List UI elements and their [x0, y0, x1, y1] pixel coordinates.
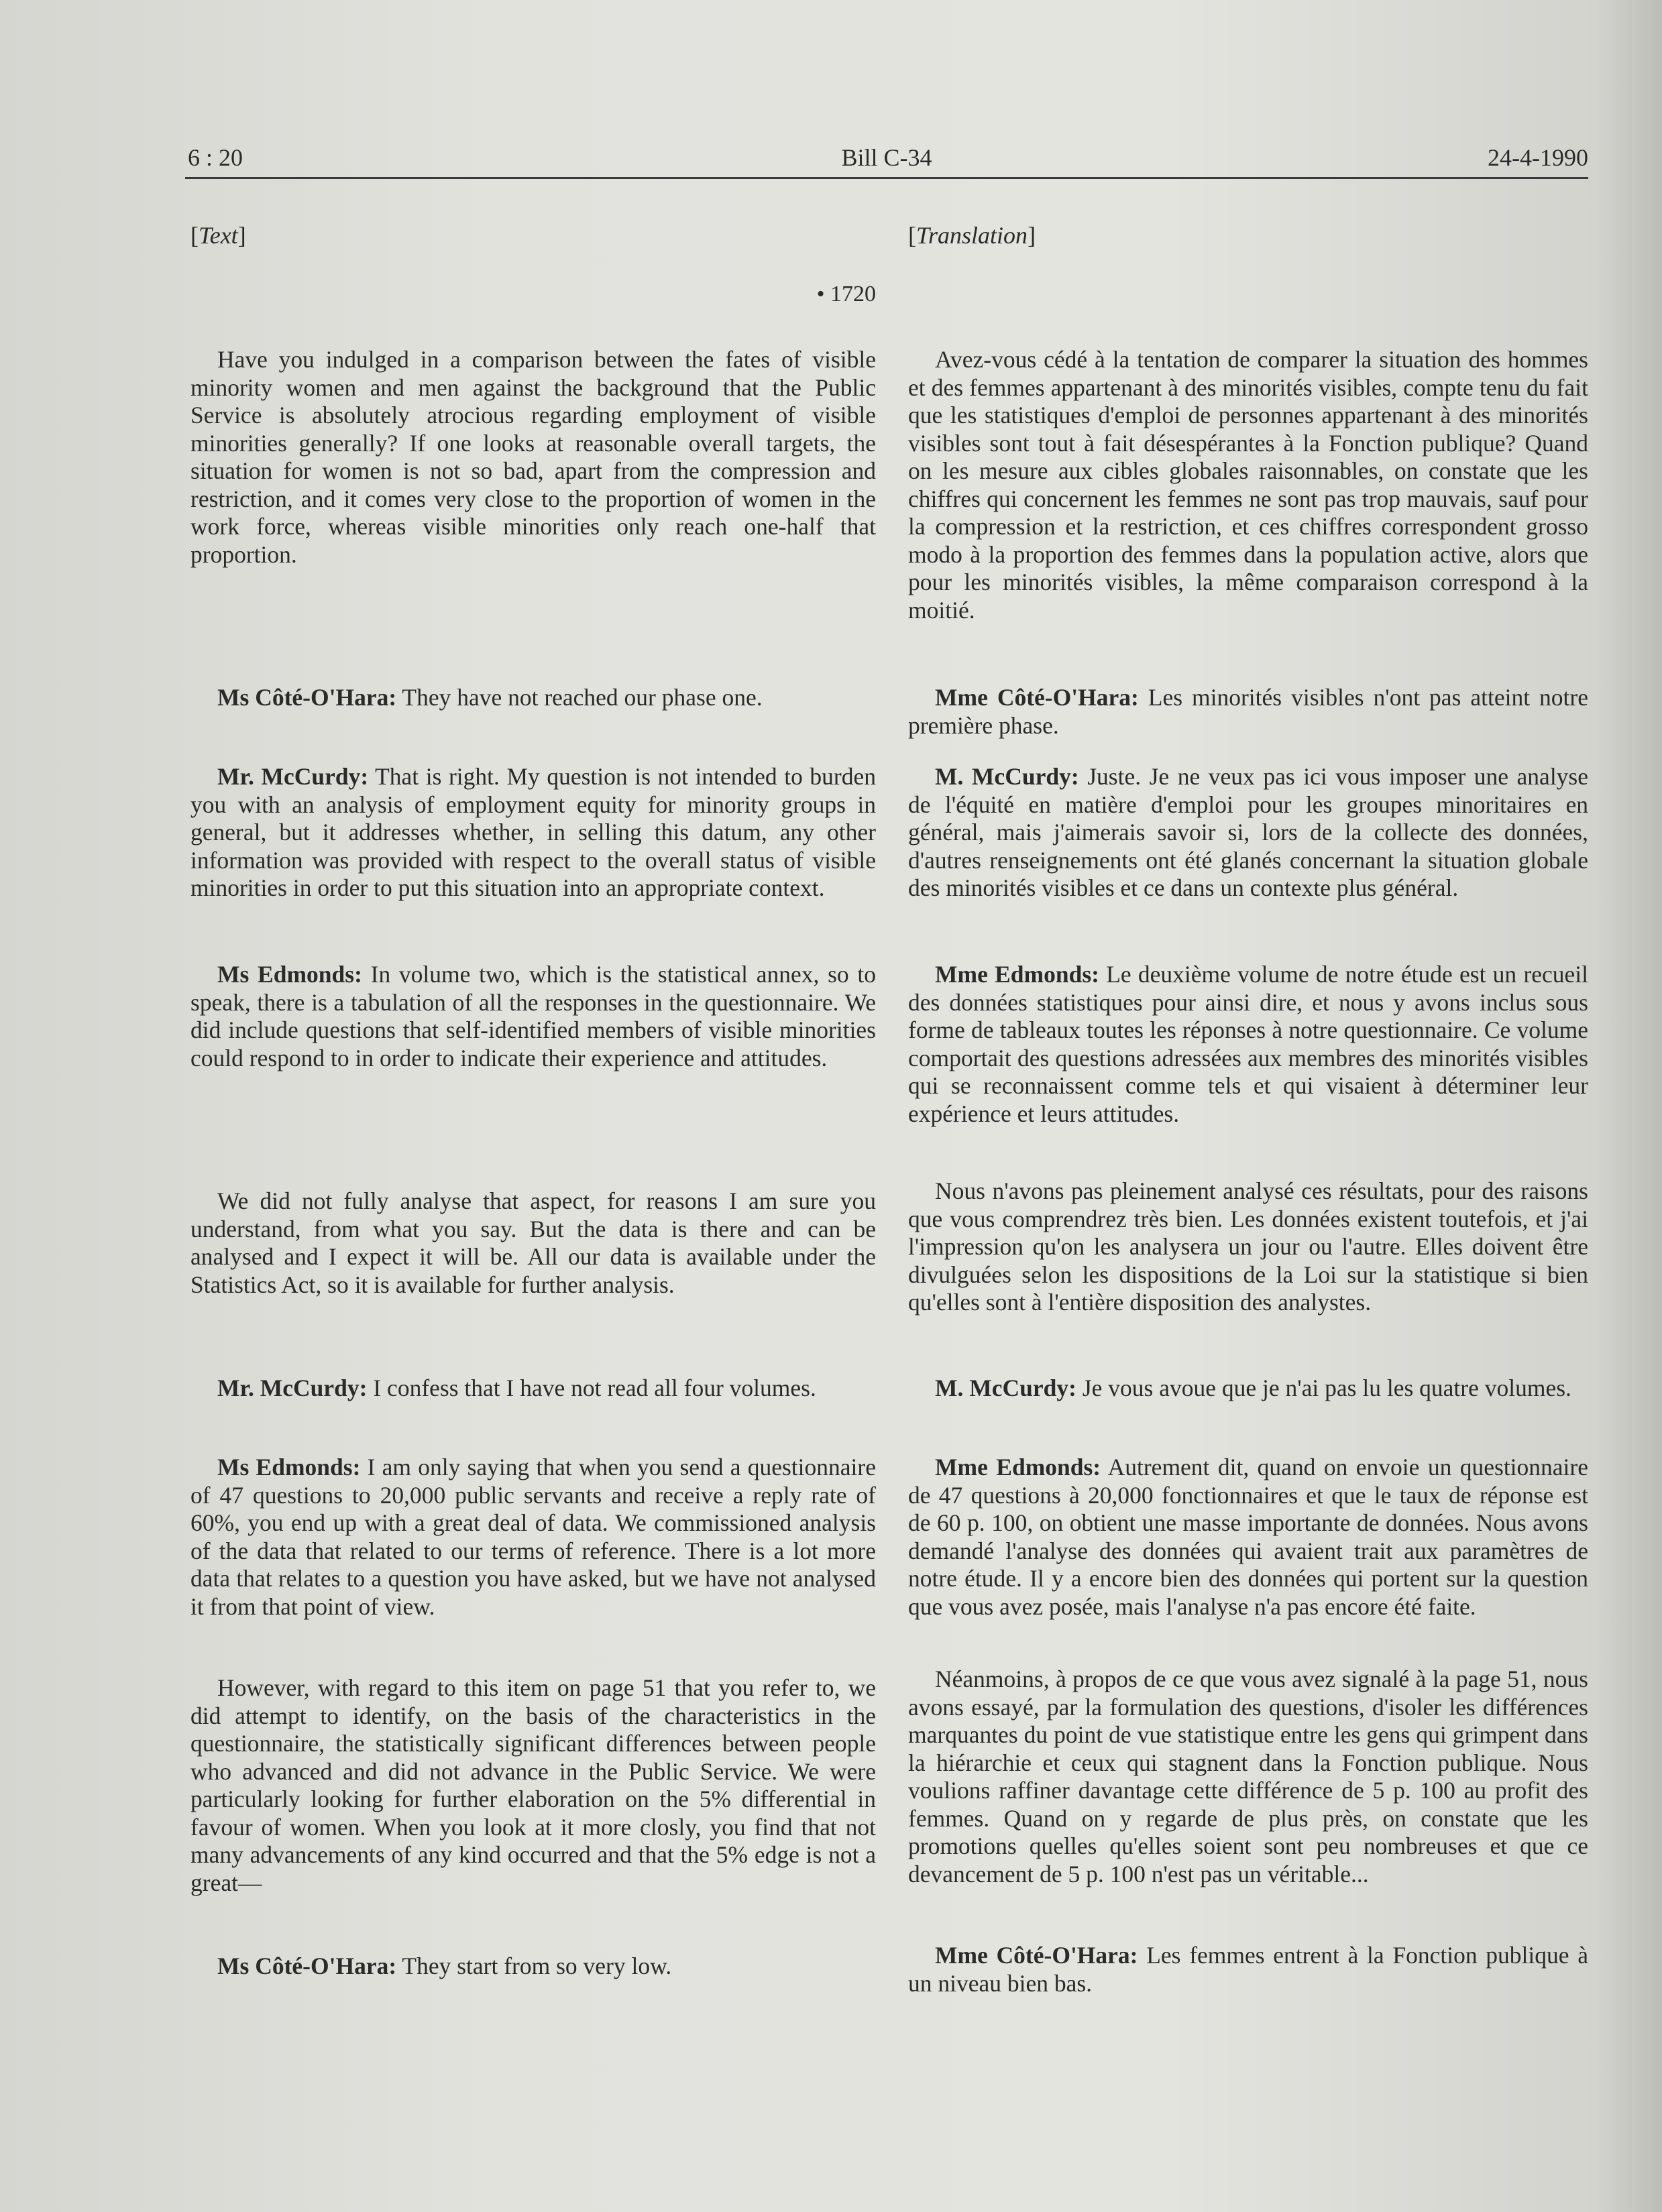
paragraph: M. McCurdy: Je vous avoue que je n'ai pas lu les quatre volumes. [935, 1375, 1571, 1401]
paragraph: Mme Côté-O'Hara: Les femmes entrent à la Fonction publique à un niveau bien bas. [908, 1942, 1588, 1997]
paragraph: Nous n'avons pas pleinement analysé ces résultats, pour des raisons que vous comprendrez très bien. Les données existent toutefois, et j'ai l'impression qu'on les analysera un jour ou l'autre. Elles doivent être divulguées selon les dispositions de la Loi sur la statistique si bien qu'elles sont à l'entière disposition des analystes. [908, 1177, 1588, 1316]
paragraph: Mr. McCurdy: That is right. My question is not intended to burden you with an analysis of employment equity for minority groups in general, but it addresses whether, in selling this datum, any other information was provided with respect to the overall status of visible minorities in order to put this situation into an appropriate context. [190, 763, 876, 901]
paragraph: Avez-vous cédé à la tentation de comparer la situation des hommes et des femmes appartenant à des minorités visibles, compte tenu du fait que les statistiques d'emploi de personnes appartenant à des minorités visibles sont tout à fait désespérantes à la Fonction publique? Quand on les mesure aux cibles globales raisonnables, on constate que les chiffres qui concernent les femmes ne sont pas trop mauvais, sauf pour la compression et la restriction, et ces chiffres correspondent grosso modo à la proportion des femmes dans la population active, alors que pour les minorités visibles, la même comparaison correspond à la moitié. [908, 346, 1588, 624]
page-header [185, 141, 1588, 179]
paragraph: Ms Edmonds: In volume two, which is the statistical annex, so to speak, there is a tabulation of all the responses in the questionnaire. We did include questions that self-identified members of visible minorities could respond to in order to indicate their experience and attitudes. [190, 961, 876, 1071]
paragraph: M. McCurdy: Juste. Je ne veux pas ici vous imposer une analyse de l'équité en matière d'emploi pour les groupes minoritaires en général, mais j'aimerais savoir si, lors de la collecte des données, d'autres renseignements ont été glanés concernant la situation globale des minorités visibles et ce dans un contexte plus général. [908, 763, 1589, 901]
paragraph: Ms Côté-O'Hara: They have not reached our phase one. [217, 684, 763, 711]
paragraph: Have you indulged in a comparison between the fates of visible minority women and men against the background that the Public Service is absolutely atrocious regarding employment of visible minorities generally? If one looks at reasonable overall targets, the situation for women is not so bad, apart from the compression and restriction, and it comes very close to the proportion of women in the work force, whereas visible minorities only reach one-half that proportion. [190, 346, 876, 568]
paragraph: Mme Edmonds: Autrement dit, quand on envoie un questionnaire de 47 questions à 20,000 fonctionnaires et que le taux de réponse est de 60 p. 100, on obtient une masse importante de données. Nous avons demandé l'analyse des données qui avaient trait aux paramètres de notre étude. Il y a encore bien des données qui portent sur la question que vous avez posée, mais l'analyse n'a pas encore été faite. [908, 1454, 1588, 1620]
paragraph: We did not fully analyse that aspect, for reasons I am sure you understand, from what you say. But the data is there and can be analysed and I expect it will be. All our data is available under the Statistics Act, so it is available for further analysis. [190, 1187, 876, 1298]
column-label-text: [Text] [190, 222, 246, 249]
paragraph: Mr. McCurdy: I confess that I have not read all four volumes. [217, 1375, 816, 1401]
english-column [190, 221, 876, 1979]
column-label-translation: [Translation] [908, 222, 1036, 249]
page-date: 24-4-1990 [1488, 144, 1588, 171]
bill-title: Bill C-34 [841, 144, 932, 171]
paragraph: Ms Côté-O'Hara: They start from so very low. [217, 1953, 672, 1979]
paragraph: Mme Edmonds: Le deuxième volume de notre étude est un recueil des données statistiques pour ainsi dire, et nous y avons inclus sous forme de tableaux toutes les réponses à notre questionnaire. Ce volume comportait des questions adressées aux membres des minorités visibles qui se reconnaissent comme tels et qui visaient à déterminer leur expérience et leurs attitudes. [908, 961, 1589, 1127]
paragraph: Ms Edmonds: I am only saying that when you send a questionnaire of 47 questions to 20,000 public servants and receive a reply rate of 60%, you end up with a great deal of data. We commissioned analysis of the data that related to our terms of reference. There is a lot more data that relates to a question you have asked, but we have not analysed it from that point of view. [190, 1454, 876, 1620]
page-number: 6 : 20 [188, 144, 243, 171]
paragraph: However, with regard to this item on page 51 that you refer to, we did attempt to identify, on the basis of the characteristics in the questionnaire, the statistically significant differences between people who advanced and did not advance in the Public Service. We were particularly looking for further elaboration on the 5% differential in favour of women. When you look at it more closly, you find that not many advancements of any kind occurred and that the 5% edge is not a great— [190, 1674, 876, 1896]
paragraph: Néanmoins, à propos de ce que vous avez signalé à la page 51, nous avons essayé, par la formulation des questions, d'isoler les différences marquantes du point de vue statistique entre les gens qui grimpent dans la hiérarchie et ceux qui stagnent dans la Fonction publique. Nous voulions raffiner davantage cette différence de 5 p. 100 au profit des femmes. Quand on y regarde de plus près, on constate que les promotions quelles qu'elles soient sont peu nombreuses et que ce devancement de 5 p. 100 n'est pas un véritable... [908, 1666, 1588, 1887]
french-column [908, 221, 1589, 1997]
timestamp: • 1720 [816, 282, 876, 306]
paragraph: Mme Côté-O'Hara: Les minorités visibles n'ont pas atteint notre première phase. [908, 684, 1588, 739]
